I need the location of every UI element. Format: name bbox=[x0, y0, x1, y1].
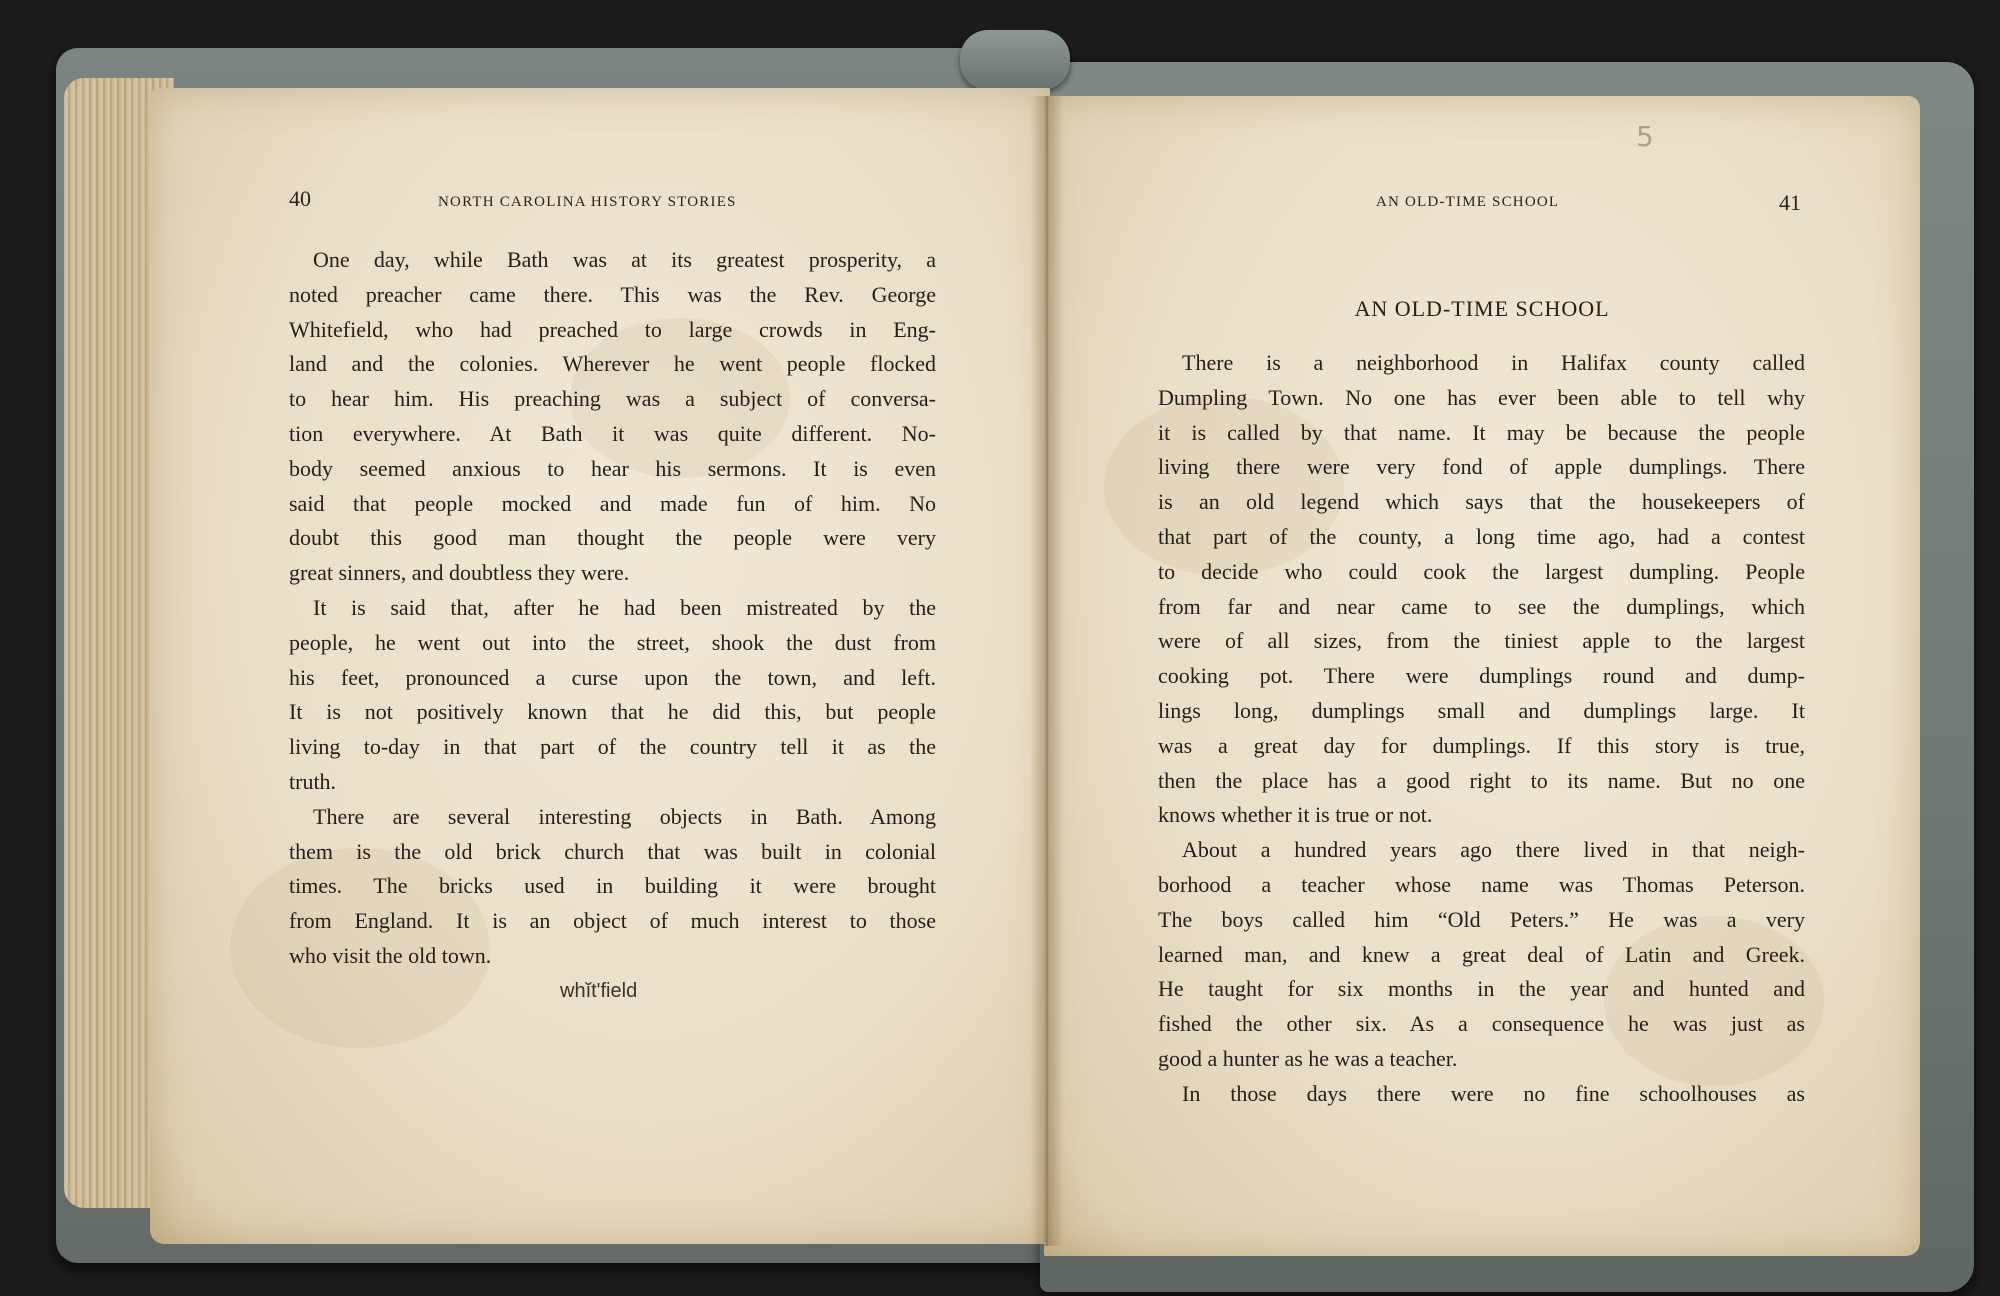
text-line: He taught for six months in the year and hunted and bbox=[1158, 976, 1805, 1002]
text-line: land and the colonies. Wherever he went people flocked bbox=[289, 351, 936, 377]
text-line: body seemed anxious to hear his sermons. It is even bbox=[289, 455, 936, 481]
text-line: noted preacher came there. This was the Rev. George bbox=[289, 281, 936, 307]
text-line: In those days there were no fine schoolhouses as bbox=[1182, 1080, 1805, 1106]
text-line: living to-day in that part of the country tell it as the bbox=[289, 734, 936, 760]
text-line: to decide who could cook the largest dumpling. People bbox=[1158, 558, 1805, 584]
text-line: tion everywhere. At Bath it was quite different. No- bbox=[289, 420, 936, 446]
text-line: was a great day for dumplings. If this story is true, bbox=[1158, 732, 1805, 758]
text-line: borhood a teacher whose name was Thomas Peterson. bbox=[1158, 871, 1805, 897]
text-line: then the place has a good right to its name. But no one bbox=[1158, 767, 1805, 793]
text-line: One day, while Bath was at its greatest prosperity, a bbox=[313, 247, 936, 272]
text-line: Whitefield, who had preached to large crowds in Eng- bbox=[289, 316, 936, 342]
text-line: his feet, pronounced a curse upon the town, and left. bbox=[289, 664, 936, 690]
text-line: is an old legend which says that the housekeepers of bbox=[1158, 489, 1805, 515]
right-page-number: 41 bbox=[1779, 190, 1801, 215]
text-line: There are several interesting objects in Bath. Among bbox=[313, 803, 936, 829]
text-line: It is not positively known that he did this, but people bbox=[289, 699, 936, 725]
text-line: There is a neighborhood in Halifax county called bbox=[1182, 350, 1805, 375]
text-line: fished the other six. As a consequence he was just as bbox=[1158, 1011, 1805, 1037]
text-line: from England. It is an object of much interest to those bbox=[289, 908, 936, 934]
text-line: who visit the old town. bbox=[289, 942, 492, 968]
text-line: About a hundred years ago there lived in that neigh- bbox=[1182, 837, 1805, 863]
text-line: learned man, and knew a great deal of Latin and Greek. bbox=[1158, 941, 1805, 967]
book-clasp bbox=[960, 30, 1070, 90]
book-gutter bbox=[1030, 96, 1064, 1246]
text-line: them is the old brick church that was built in colonial bbox=[289, 838, 936, 864]
text-line: It is said that, after he had been mistreated by the bbox=[313, 594, 936, 620]
text-line: to hear him. His preaching was a subject of conversa- bbox=[289, 386, 936, 412]
left-running-head: NORTH CAROLINA HISTORY STORIES bbox=[438, 194, 737, 210]
text-line: people, he went out into the street, shook the dust from bbox=[289, 629, 936, 655]
text-line: living there were very fond of apple dumplings. There bbox=[1158, 454, 1805, 480]
right-running-head: AN OLD-TIME SCHOOL bbox=[1376, 194, 1560, 210]
pencil-mark: 5 bbox=[1636, 120, 1654, 153]
text-line: Dumpling Town. No one has ever been able to tell why bbox=[1158, 384, 1805, 410]
left-page-number: 40 bbox=[289, 186, 311, 211]
text-line: that part of the county, a long time ago, had a contest bbox=[1158, 523, 1805, 549]
text-line: truth. bbox=[289, 768, 337, 794]
text-line: The boys called him “Old Peters.” He was a very bbox=[1158, 906, 1805, 932]
text-line: lings long, dumplings small and dumplings large. It bbox=[1158, 697, 1805, 723]
text-line: good a hunter as he was a teacher. bbox=[1158, 1045, 1458, 1071]
right-page-text bbox=[1158, 346, 1805, 1112]
chapter-title: AN OLD-TIME SCHOOL bbox=[1354, 296, 1610, 321]
text-line: doubt this good man thought the people were very bbox=[289, 525, 936, 551]
left-page-text bbox=[289, 243, 936, 974]
text-line: great sinners, and doubtless they were. bbox=[289, 560, 630, 586]
text-line: times. The bricks used in building it were brought bbox=[289, 873, 936, 899]
text-line: it is called by that name. It may be because the people bbox=[1158, 419, 1805, 445]
text-line: said that people mocked and made fun of him. No bbox=[289, 490, 936, 516]
pronunciation-footnote: whĭt'field bbox=[560, 980, 638, 1002]
text-line: were of all sizes, from the tiniest apple to the largest bbox=[1158, 628, 1805, 654]
text-line: cooking pot. There were dumplings round and dump- bbox=[1158, 663, 1805, 689]
text-line: knows whether it is true or not. bbox=[1158, 802, 1433, 828]
text-line: from far and near came to see the dumplings, which bbox=[1158, 593, 1805, 619]
